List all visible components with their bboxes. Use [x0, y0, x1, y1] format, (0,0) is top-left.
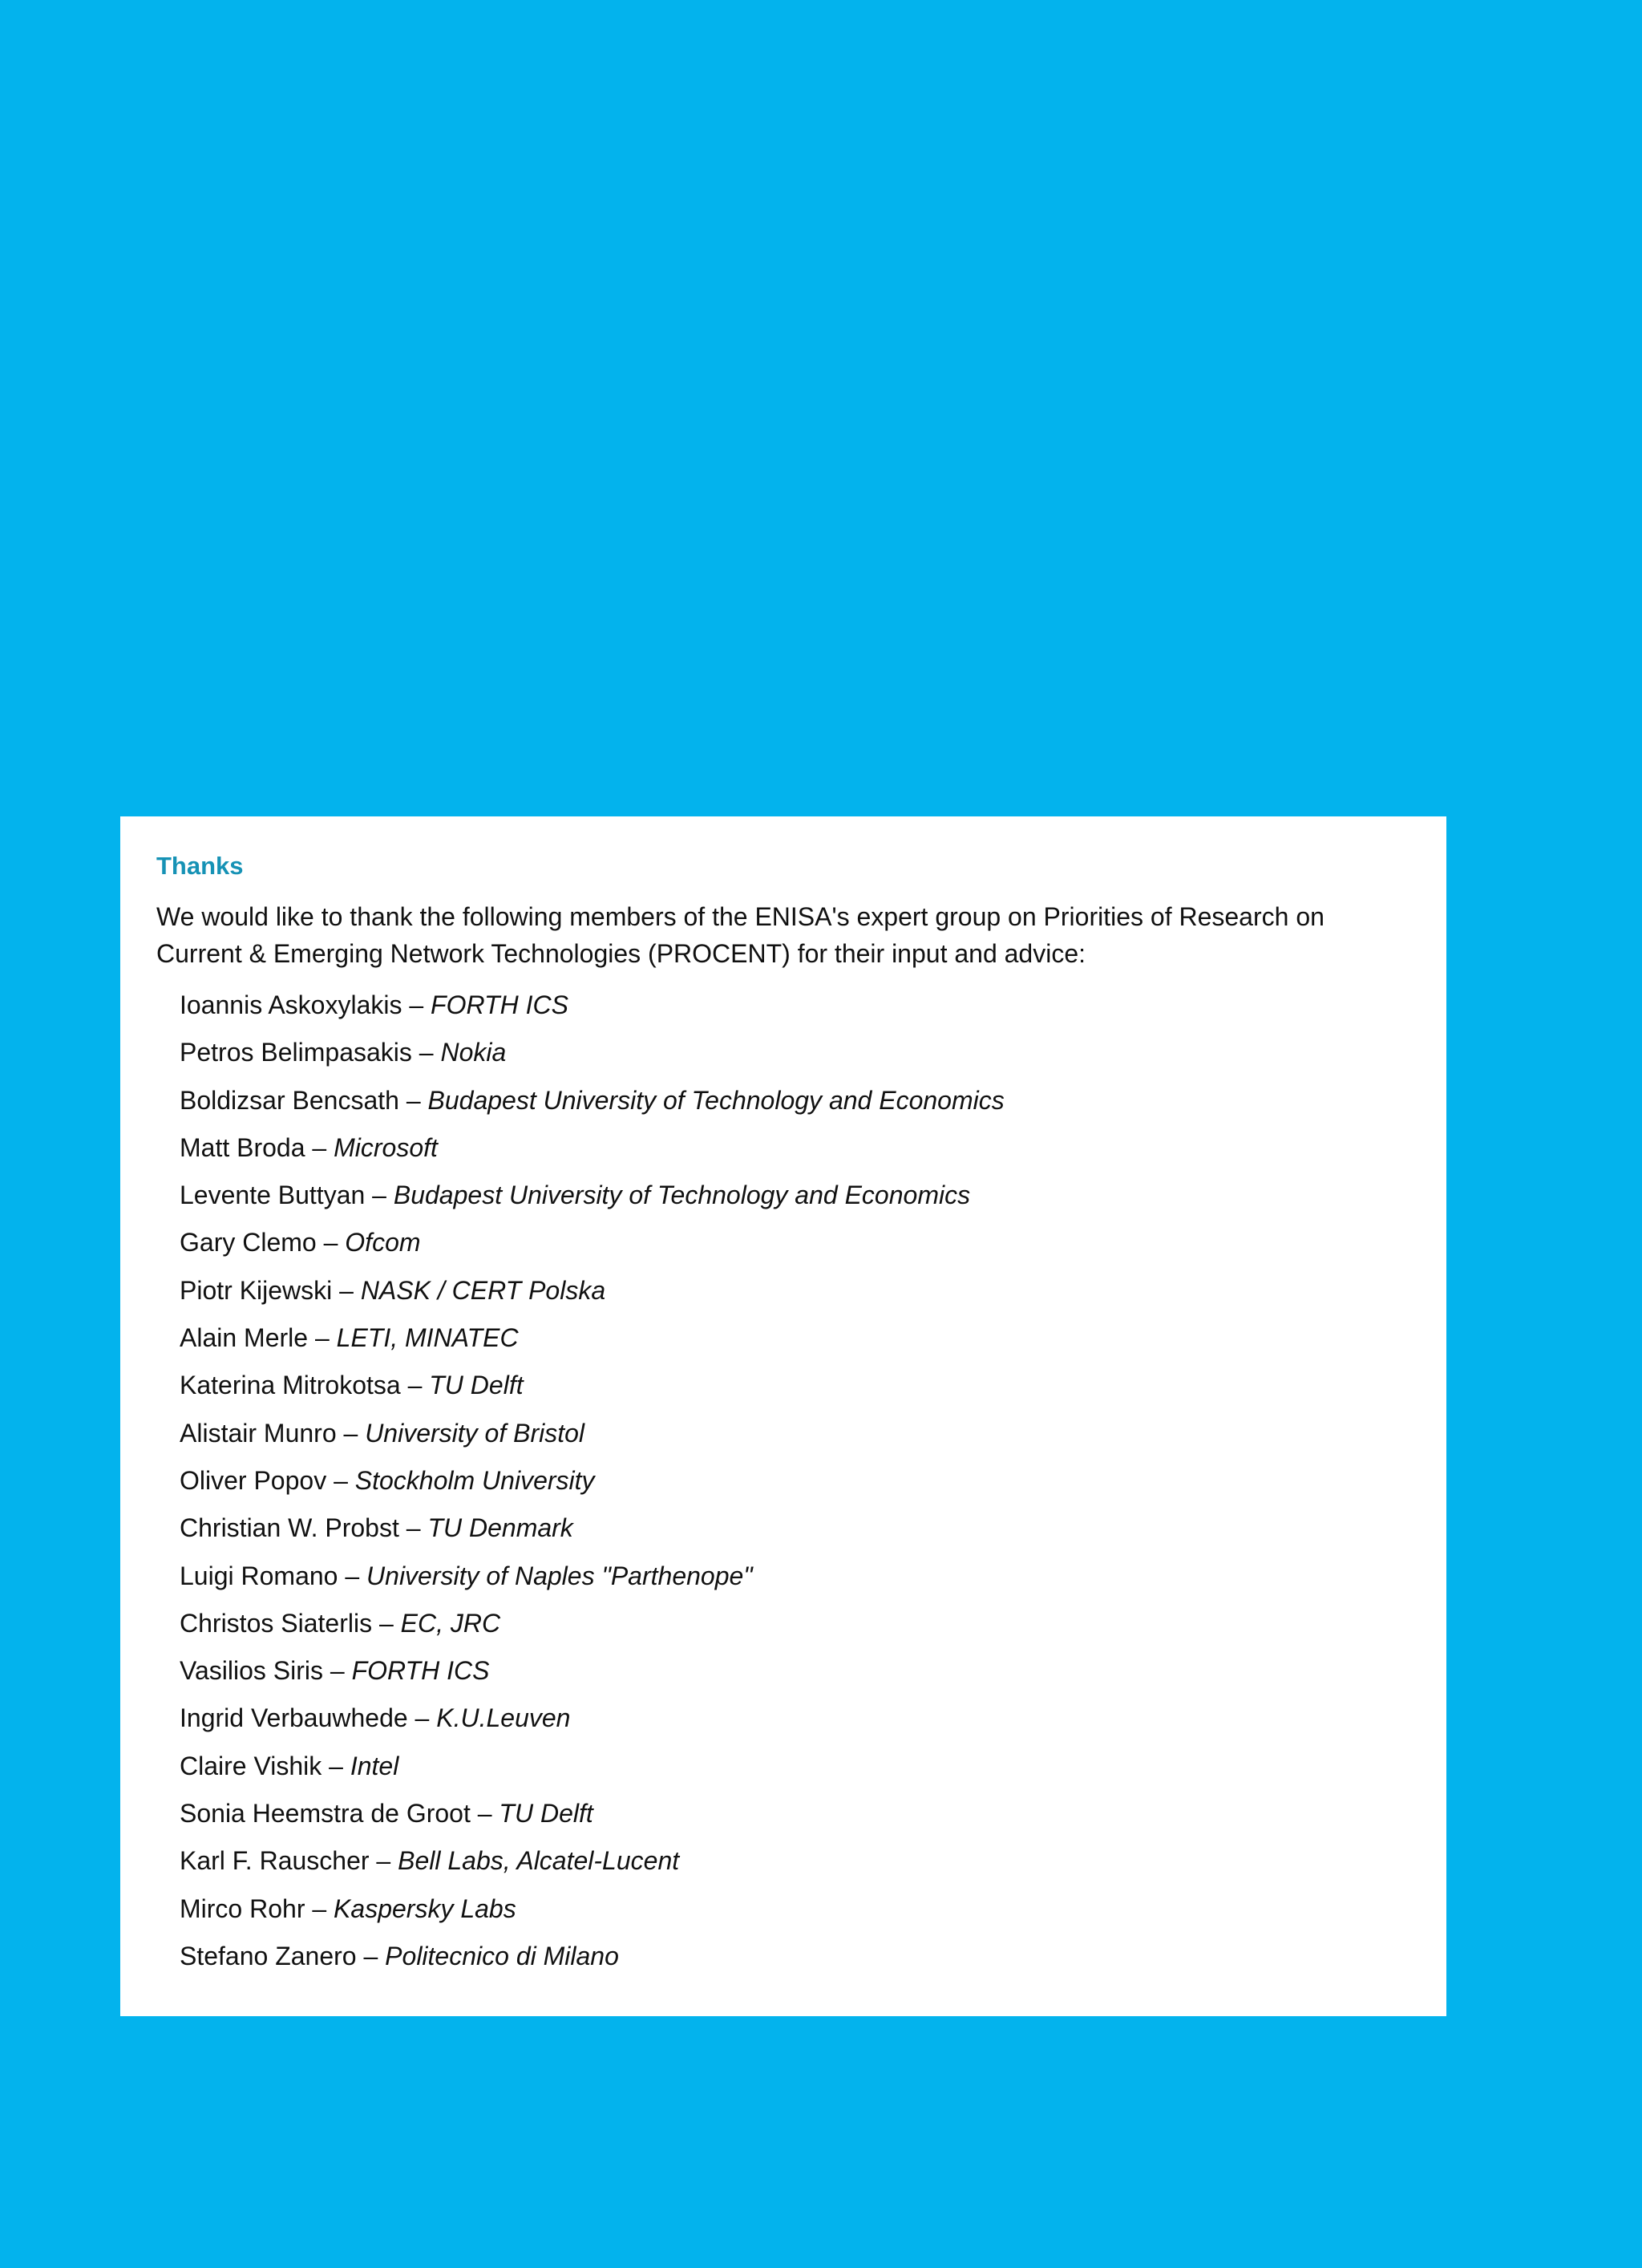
member-separator: – [411, 1038, 441, 1067]
member-name: Claire Vishik [180, 1751, 322, 1780]
member-separator: – [305, 1132, 334, 1162]
acknowledgements-panel [120, 816, 1446, 2016]
member-separator: – [398, 1513, 428, 1543]
list-item [180, 1029, 1446, 1076]
member-name: Stefano Zanero [180, 1941, 357, 1970]
list-item [180, 1695, 1446, 1742]
member-organization: Ofcom [345, 1228, 421, 1258]
member-separator: – [338, 1561, 367, 1590]
list-item [180, 1553, 1446, 1600]
list-item [180, 1219, 1446, 1266]
list-item [180, 1457, 1446, 1505]
list-item [180, 1362, 1446, 1409]
member-separator: – [369, 1846, 398, 1876]
list-item [180, 1647, 1446, 1695]
member-name: Gary Clemo [180, 1228, 317, 1258]
member-organization: University of Naples "Parthenope" [366, 1561, 753, 1590]
member-name: Christos Siaterlis [180, 1608, 373, 1638]
member-separator: – [323, 1656, 352, 1686]
member-separator: – [407, 1703, 437, 1733]
member-name: Mirco Rohr [180, 1893, 305, 1923]
list-item [180, 1743, 1446, 1790]
member-organization: University of Bristol [365, 1418, 585, 1448]
member-organization: Nokia [440, 1038, 507, 1067]
list-item [180, 1837, 1446, 1885]
list-item [180, 1933, 1446, 1980]
member-name: Alistair Munro [180, 1418, 337, 1448]
member-separator: – [398, 1085, 428, 1115]
member-organization: Politecnico di Milano [385, 1941, 619, 1970]
list-item [180, 1077, 1446, 1124]
member-organization: Microsoft [334, 1132, 438, 1162]
member-name: Vasilios Siris [180, 1656, 323, 1686]
member-organization: Kaspersky Labs [334, 1893, 516, 1923]
member-separator: – [356, 1941, 386, 1970]
member-name: Christian W. Probst [180, 1513, 399, 1543]
member-name: Piotr Kijewski [180, 1275, 333, 1305]
list-item [180, 982, 1446, 1029]
member-organization: Intel [350, 1751, 399, 1780]
member-name: Boldizsar Bencsath [180, 1085, 399, 1115]
thanks-intro: We would like to thank the following members of the ENISA's expert group on Priorities of Research on Current & Emerging Network Technologies (PROCENT) for their input and advice: [156, 902, 1325, 968]
member-separator: – [322, 1751, 350, 1780]
member-organization: EC, JRC [400, 1608, 501, 1638]
member-name: Petros Belimpasakis [180, 1038, 412, 1067]
list-item [180, 1172, 1446, 1219]
member-organization: TU Delft [429, 1371, 524, 1400]
member-name: Karl F. Rauscher [180, 1846, 370, 1876]
list-item [180, 1505, 1446, 1552]
member-organization: Budapest University of Technology and Economics [427, 1085, 1005, 1115]
member-name: Alain Merle [180, 1323, 309, 1353]
list-item [180, 1600, 1446, 1647]
member-separator: – [316, 1228, 346, 1258]
member-name: Katerina Mitrokotsa [180, 1371, 401, 1400]
list-item [180, 1790, 1446, 1837]
member-organization: TU Denmark [427, 1513, 573, 1543]
member-separator: – [365, 1181, 394, 1210]
member-name: Oliver Popov [180, 1465, 327, 1495]
member-name: Ingrid Verbauwhede [180, 1703, 408, 1733]
member-organization: K.U.Leuven [436, 1703, 571, 1733]
member-separator: – [402, 990, 431, 1019]
member-separator: – [326, 1465, 355, 1495]
member-name: Luigi Romano [180, 1561, 338, 1590]
member-name: Ioannis Askoxylakis [180, 990, 402, 1019]
member-organization: FORTH ICS [431, 990, 568, 1019]
list-item [180, 1885, 1446, 1933]
member-organization: Bell Labs, Alcatel-Lucent [398, 1846, 680, 1876]
member-organization: LETI, MINATEC [336, 1323, 519, 1353]
member-organization: TU Delft [499, 1799, 593, 1829]
list-item [180, 1124, 1446, 1172]
member-separator: – [332, 1275, 361, 1305]
member-separator: – [400, 1371, 430, 1400]
member-list [156, 982, 1446, 1980]
member-separator: – [470, 1799, 499, 1829]
member-separator: – [372, 1608, 401, 1638]
member-separator: – [336, 1418, 366, 1448]
member-organization: Budapest University of Technology and Economics [393, 1181, 971, 1210]
member-name: Matt Broda [180, 1132, 305, 1162]
member-organization: FORTH ICS [351, 1656, 490, 1686]
member-organization: NASK / CERT Polska [360, 1275, 606, 1305]
list-item [180, 1314, 1446, 1362]
member-name: Levente Buttyan [180, 1181, 366, 1210]
member-separator: – [308, 1323, 337, 1353]
list-item [180, 1410, 1446, 1457]
member-separator: – [305, 1893, 334, 1923]
thanks-heading: Thanks [156, 852, 244, 880]
list-item [180, 1267, 1446, 1314]
member-organization: Stockholm University [354, 1465, 595, 1495]
member-name: Sonia Heemstra de Groot [180, 1799, 471, 1829]
